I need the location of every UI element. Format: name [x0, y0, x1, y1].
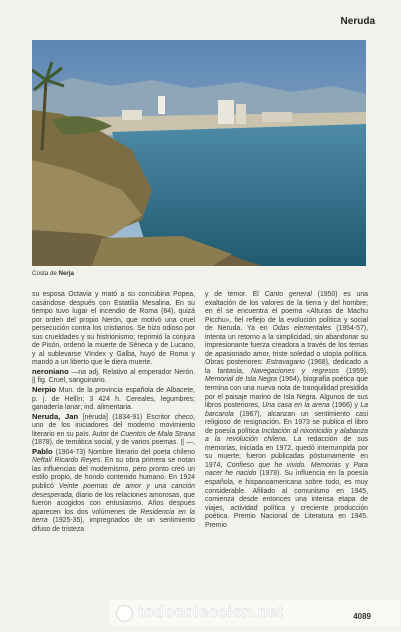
entry-headword: Nerpio: [32, 385, 57, 395]
caption-place: Nerja: [58, 270, 74, 277]
text-column-right: [205, 291, 368, 530]
text-run: (1964), biografía poética que termina con una nueva nota de tranquilidad presidida por el paisaje marino de Isla Negra. Algunos de sus libros posteriores,: [205, 376, 368, 410]
work-title: Para nacer he nacido: [205, 461, 368, 478]
entry-text: Mun. de la provincia española de Albacete, p. j. de Hellín; 3 424 h. Cereales, legumbres; ganadería lanar; ind. alimentaria.: [32, 387, 195, 412]
entry-neruda: [32, 413, 195, 535]
entry-text: (1925-35), impregnados de un sentimiento difuso de tristeza: [32, 517, 195, 533]
entry-text: [nèruda] (1834-91) Escritor checo, uno de los iniciadores del moderno movimiento literario en su país. Autor de: [32, 413, 195, 438]
work-title: Memorial de Isla Negra: [205, 376, 277, 384]
work-title: Veinte poemas de amor y una canción desesperada: [32, 483, 195, 499]
work-title: Confieso que he vivido. Memorias: [226, 461, 341, 469]
work-title: La barcarola: [205, 402, 368, 418]
entry-text: , diario de los relaciones amorosas, que fueron acogidos con entusiasmo. Años después aparecen los dos volúmenes de: [32, 491, 195, 516]
text-column-left: [32, 291, 195, 534]
text-run: (1978). Su influencia en la poesía española, e hispanoamericana sobre todo, es muy considerable. Afiliado al comunismo en 1945, comienza desde entonces una intensa etapa de viajes, actividad política y creciente producción poética. Premio Nacional de Literatura en 1945. Premio: [205, 470, 368, 529]
coast-photo-image: [32, 40, 366, 266]
work-title: Navegaciones y regresos: [250, 367, 340, 375]
work-title: Incitación al nixonicidio y alabanza a la revolución chilena: [205, 427, 368, 444]
entry-text: —na adj. Relativo al emperador Nerón. || fig. Cruel, sanguinario.: [32, 368, 195, 385]
text-run: (1959),: [339, 367, 368, 375]
entry-text: . En su obra primera se notan las influencias del modernismo, pero pronto creó un estilo propio, de hondo contenido humano. En 1924 publicó: [32, 457, 195, 491]
watermark-text: todocoleccion.net: [138, 604, 284, 621]
work-title: Una casa en la arena: [262, 402, 330, 410]
entry-text: (1878), de temática social, y de varios poemas. || —,: [32, 439, 195, 447]
neruda-continuation-paragraph: [205, 291, 368, 530]
real-name: Neftalí Ricardo Reyes: [32, 457, 101, 465]
caption-prefix: Costa de: [32, 270, 59, 277]
text-run: y: [340, 461, 354, 469]
entry-subheadword: Pablo: [32, 446, 53, 456]
text-run: (1954-57), intenta un retorno a la simplicidad, sin abandonar su impresionante fuerza creadora a través de los temas de apasionado amor, triste soledad o utopía política. Obras posteriores:: [205, 325, 368, 367]
work-title: Estravagario: [266, 359, 305, 367]
coast-photo: [32, 40, 366, 266]
entry-neroniano: [32, 368, 195, 386]
work-title: Cuentos de Mala Strana: [120, 430, 196, 438]
page-number: 4089: [353, 612, 371, 621]
nero-continuation-paragraph: su esposa Octavia y mató a su concubina Popea, casándose después con Estatilia Mesalina. En su tiempo tuvo lugar el incendio de Roma (64), quizá por orden del propio Nerón, que motivó una cruel persecución contra los cristianos. Se hizo odioso por sus crueldades y su histrionismo; reprimió la conjura de Pisón, ordenó la muerte de Séneca y de Lucano, y al sublevarse Víndex y Galba, huyó de Roma y mandó a un liberto que le diera muerte.: [32, 291, 195, 367]
text-run: (1968), dedicado a la fantasía,: [205, 359, 368, 375]
text-run: (1950) es una exaltación de los valores de la tierra y del hombre; en él se encuentra el poema «Alturas de Machu Picchu», fiel reflejo de la evolución política y social de Neruda. Ya en: [205, 291, 369, 333]
text-run: y de temor. El: [205, 291, 265, 298]
page-header-title: Neruda: [340, 16, 375, 27]
entry-headword: Neruda, Jan: [32, 411, 79, 421]
work-title: Residencia en la tierra: [32, 508, 195, 525]
entry-text: (1904-73) Nombre literario del poeta chileno: [52, 448, 195, 456]
watermark-logo-icon: [116, 605, 133, 622]
entry-headword: neroniano: [32, 366, 69, 376]
work-title: Canto general: [264, 291, 312, 298]
work-title: Odas elementales: [272, 325, 332, 333]
text-run: (1966) y: [329, 402, 361, 410]
entry-nerpio: [32, 386, 195, 413]
photo-caption: [32, 270, 74, 277]
text-run: (1967), alcanzan un sentimiento casi religioso de resignación. En 1973 se publica el libro de poesía política: [205, 410, 368, 435]
text-run: . La redacción de sus memorias, iniciada en 1972, quedó interrumpida por su muerte; fueron publicadas póstumamente en 1974,: [205, 436, 368, 469]
